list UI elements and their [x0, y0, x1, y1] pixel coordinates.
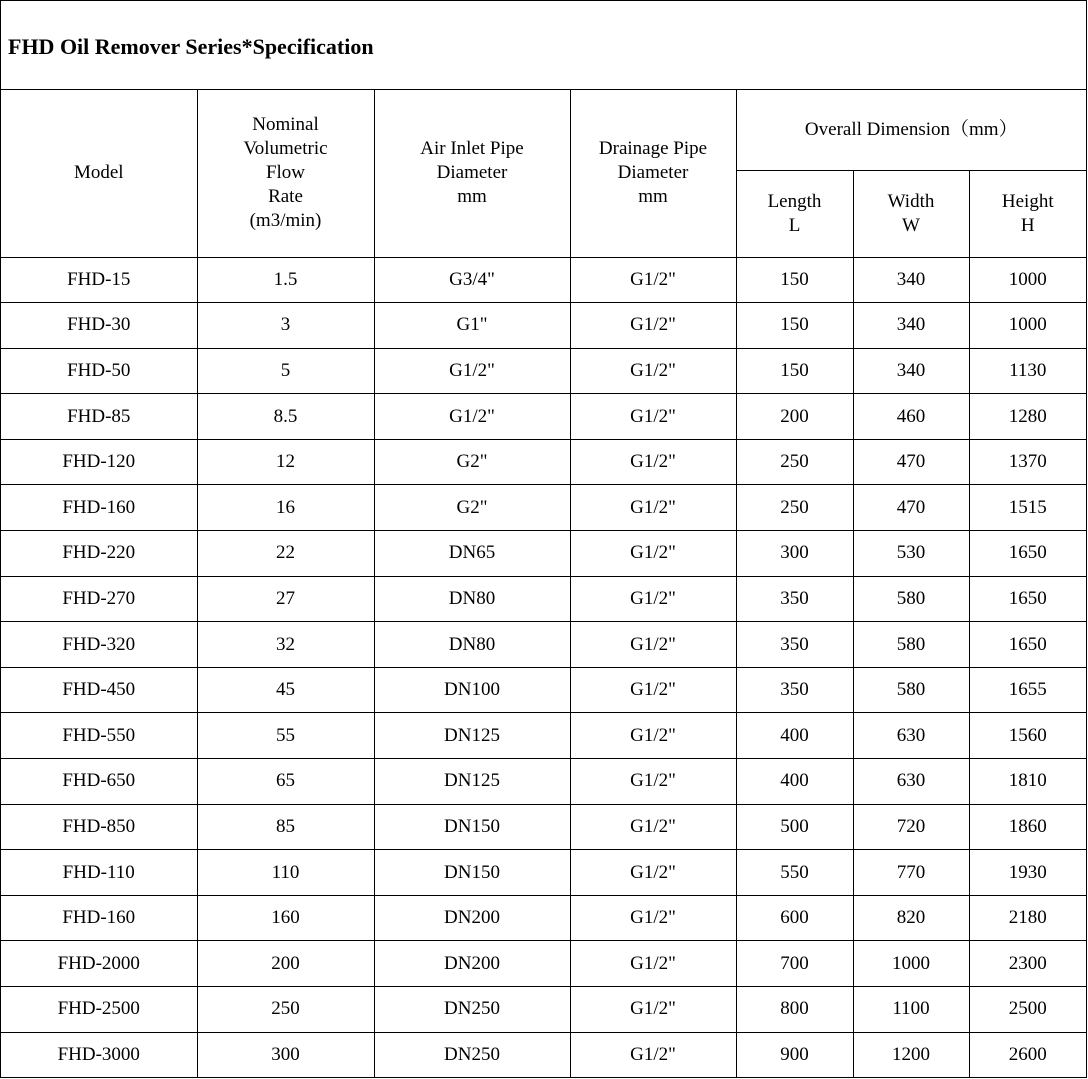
cell-model: FHD-270 [1, 576, 197, 622]
table-row [1, 804, 1086, 850]
cell-flow-rate: 22 [197, 531, 374, 577]
cell-height: 1560 [969, 713, 1086, 759]
cell-drainage: G1/2" [570, 667, 736, 713]
cell-length: 700 [736, 941, 853, 987]
cell-model: FHD-220 [1, 531, 197, 577]
table-row [1, 1032, 1086, 1078]
table-row [1, 348, 1086, 394]
cell-width: 1200 [853, 1032, 969, 1078]
cell-height: 1860 [969, 804, 1086, 850]
cell-height: 2500 [969, 987, 1086, 1033]
cell-air-inlet: DN65 [374, 531, 570, 577]
table-row [1, 576, 1086, 622]
cell-flow-rate: 65 [197, 759, 374, 805]
cell-flow-rate: 5 [197, 348, 374, 394]
cell-height: 1000 [969, 257, 1086, 303]
cell-flow-rate: 110 [197, 850, 374, 896]
cell-flow-rate: 200 [197, 941, 374, 987]
cell-air-inlet: DN250 [374, 987, 570, 1033]
cell-width: 530 [853, 531, 969, 577]
cell-drainage: G1/2" [570, 485, 736, 531]
cell-air-inlet: DN150 [374, 850, 570, 896]
cell-model: FHD-3000 [1, 1032, 197, 1078]
cell-drainage: G1/2" [570, 759, 736, 805]
cell-air-inlet: G1" [374, 303, 570, 349]
table-row [1, 713, 1086, 759]
table-title: FHD Oil Remover Series*Specification [1, 1, 1086, 90]
cell-model: FHD-160 [1, 895, 197, 941]
cell-air-inlet: DN150 [374, 804, 570, 850]
table-row [1, 394, 1086, 440]
cell-air-inlet: DN200 [374, 895, 570, 941]
cell-model: FHD-2500 [1, 987, 197, 1033]
cell-length: 350 [736, 667, 853, 713]
cell-length: 900 [736, 1032, 853, 1078]
cell-drainage: G1/2" [570, 348, 736, 394]
cell-drainage: G1/2" [570, 576, 736, 622]
cell-height: 1650 [969, 576, 1086, 622]
cell-air-inlet: DN80 [374, 576, 570, 622]
cell-width: 770 [853, 850, 969, 896]
cell-flow-rate: 250 [197, 987, 374, 1033]
cell-height: 2180 [969, 895, 1086, 941]
cell-air-inlet: G2" [374, 439, 570, 485]
table-row [1, 439, 1086, 485]
cell-width: 580 [853, 667, 969, 713]
cell-model: FHD-850 [1, 804, 197, 850]
cell-model: FHD-50 [1, 348, 197, 394]
cell-flow-rate: 27 [197, 576, 374, 622]
table-row [1, 895, 1086, 941]
header-flow-rate: Nominal Volumetric Flow Rate (m3/min) [197, 90, 374, 257]
cell-width: 340 [853, 303, 969, 349]
cell-flow-rate: 300 [197, 1032, 374, 1078]
cell-length: 250 [736, 439, 853, 485]
table-row [1, 987, 1086, 1033]
cell-height: 1000 [969, 303, 1086, 349]
cell-width: 820 [853, 895, 969, 941]
cell-length: 200 [736, 394, 853, 440]
cell-drainage: G1/2" [570, 303, 736, 349]
cell-width: 1000 [853, 941, 969, 987]
table-row [1, 303, 1086, 349]
cell-length: 550 [736, 850, 853, 896]
table-row [1, 622, 1086, 668]
cell-height: 1650 [969, 622, 1086, 668]
spec-table [1, 90, 1086, 1078]
table-row [1, 667, 1086, 713]
cell-width: 470 [853, 439, 969, 485]
cell-height: 1650 [969, 531, 1086, 577]
cell-length: 350 [736, 622, 853, 668]
cell-drainage: G1/2" [570, 439, 736, 485]
header-overall-dimension: Overall Dimension（mm） [736, 90, 1086, 170]
cell-flow-rate: 1.5 [197, 257, 374, 303]
cell-air-inlet: G1/2" [374, 394, 570, 440]
cell-width: 630 [853, 713, 969, 759]
cell-height: 1655 [969, 667, 1086, 713]
cell-drainage: G1/2" [570, 941, 736, 987]
cell-model: FHD-320 [1, 622, 197, 668]
cell-flow-rate: 8.5 [197, 394, 374, 440]
cell-width: 630 [853, 759, 969, 805]
cell-height: 2600 [969, 1032, 1086, 1078]
cell-flow-rate: 16 [197, 485, 374, 531]
cell-flow-rate: 12 [197, 439, 374, 485]
cell-air-inlet: DN80 [374, 622, 570, 668]
cell-air-inlet: DN100 [374, 667, 570, 713]
header-air-inlet: Air Inlet Pipe Diameter mm [374, 90, 570, 257]
cell-model: FHD-550 [1, 713, 197, 759]
cell-flow-rate: 3 [197, 303, 374, 349]
cell-model: FHD-120 [1, 439, 197, 485]
header-width: Width W [853, 170, 969, 257]
cell-air-inlet: DN200 [374, 941, 570, 987]
cell-length: 250 [736, 485, 853, 531]
cell-height: 2300 [969, 941, 1086, 987]
cell-flow-rate: 85 [197, 804, 374, 850]
table-row [1, 941, 1086, 987]
cell-length: 400 [736, 759, 853, 805]
cell-drainage: G1/2" [570, 713, 736, 759]
cell-width: 580 [853, 576, 969, 622]
cell-model: FHD-85 [1, 394, 197, 440]
cell-drainage: G1/2" [570, 895, 736, 941]
cell-length: 350 [736, 576, 853, 622]
cell-width: 460 [853, 394, 969, 440]
cell-air-inlet: G1/2" [374, 348, 570, 394]
cell-length: 800 [736, 987, 853, 1033]
cell-flow-rate: 32 [197, 622, 374, 668]
cell-model: FHD-450 [1, 667, 197, 713]
cell-width: 340 [853, 348, 969, 394]
cell-drainage: G1/2" [570, 257, 736, 303]
cell-drainage: G1/2" [570, 622, 736, 668]
cell-height: 1130 [969, 348, 1086, 394]
cell-air-inlet: DN125 [374, 713, 570, 759]
cell-length: 400 [736, 713, 853, 759]
cell-height: 1810 [969, 759, 1086, 805]
cell-height: 1515 [969, 485, 1086, 531]
header-model: Model [1, 90, 197, 257]
cell-air-inlet: DN250 [374, 1032, 570, 1078]
cell-model: FHD-160 [1, 485, 197, 531]
cell-model: FHD-650 [1, 759, 197, 805]
cell-width: 580 [853, 622, 969, 668]
cell-length: 150 [736, 348, 853, 394]
cell-air-inlet: DN125 [374, 759, 570, 805]
header-length: Length L [736, 170, 853, 257]
cell-drainage: G1/2" [570, 394, 736, 440]
cell-length: 150 [736, 257, 853, 303]
cell-length: 500 [736, 804, 853, 850]
cell-length: 150 [736, 303, 853, 349]
table-row [1, 257, 1086, 303]
header-height: Height H [969, 170, 1086, 257]
table-body [1, 257, 1086, 1078]
cell-height: 1370 [969, 439, 1086, 485]
cell-height: 1280 [969, 394, 1086, 440]
cell-flow-rate: 55 [197, 713, 374, 759]
cell-length: 600 [736, 895, 853, 941]
cell-model: FHD-2000 [1, 941, 197, 987]
table-row [1, 759, 1086, 805]
cell-flow-rate: 45 [197, 667, 374, 713]
cell-height: 1930 [969, 850, 1086, 896]
table-row [1, 531, 1086, 577]
header-drainage: Drainage Pipe Diameter mm [570, 90, 736, 257]
cell-drainage: G1/2" [570, 987, 736, 1033]
cell-drainage: G1/2" [570, 804, 736, 850]
cell-drainage: G1/2" [570, 1032, 736, 1078]
cell-model: FHD-15 [1, 257, 197, 303]
cell-length: 300 [736, 531, 853, 577]
cell-drainage: G1/2" [570, 850, 736, 896]
cell-model: FHD-30 [1, 303, 197, 349]
cell-width: 470 [853, 485, 969, 531]
cell-width: 340 [853, 257, 969, 303]
cell-drainage: G1/2" [570, 531, 736, 577]
table-row [1, 850, 1086, 896]
cell-air-inlet: G3/4" [374, 257, 570, 303]
cell-model: FHD-110 [1, 850, 197, 896]
cell-width: 720 [853, 804, 969, 850]
table-row [1, 485, 1086, 531]
cell-air-inlet: G2" [374, 485, 570, 531]
cell-flow-rate: 160 [197, 895, 374, 941]
cell-width: 1100 [853, 987, 969, 1033]
